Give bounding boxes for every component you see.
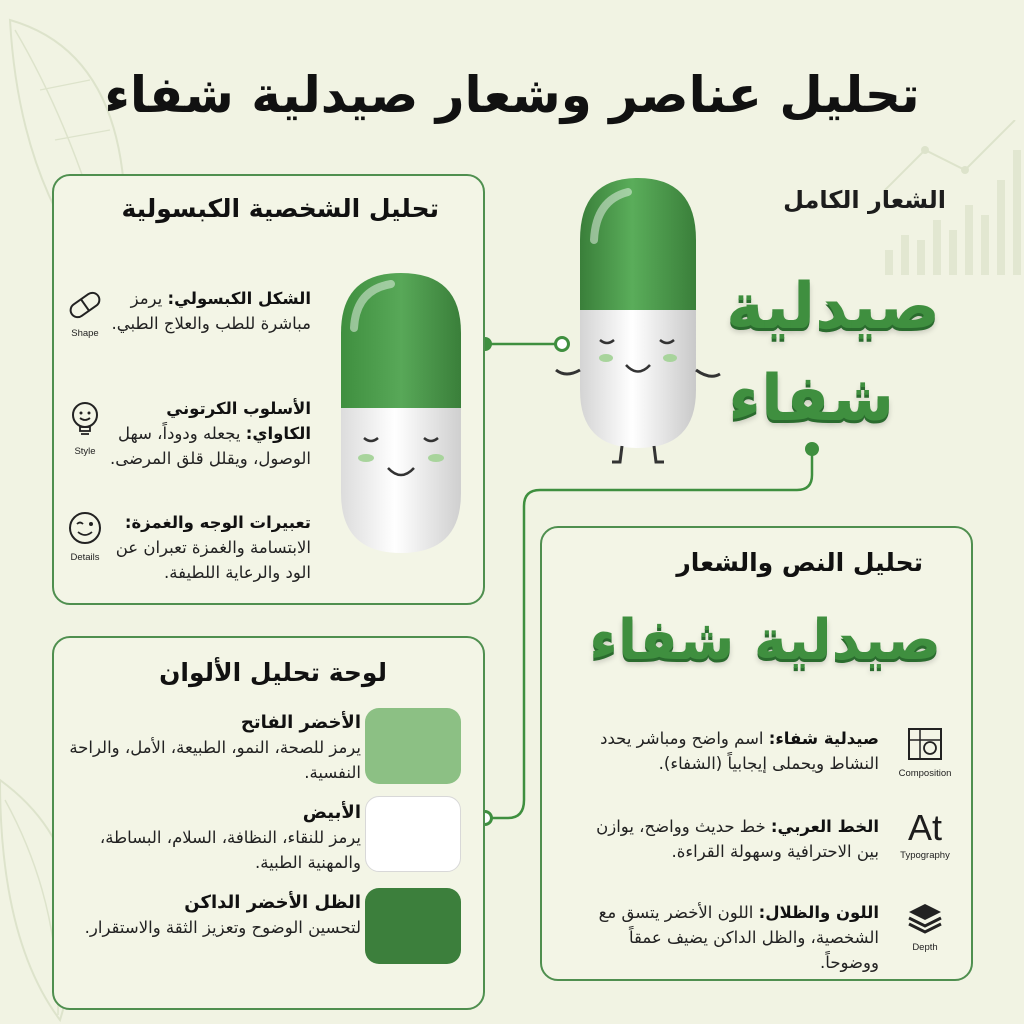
item-text: لتحسين الوضوح وتعزيز الثقة والاستقرار. — [84, 918, 361, 937]
main-capsule-mascot — [548, 170, 738, 470]
item-text: يرمز للنقاء، النظافة، السلام، البساطة، والمهنية الطبية. — [99, 828, 361, 872]
text-item-composition — [569, 726, 879, 776]
card-title: تحليل الشخصية الكبسولية — [121, 194, 439, 223]
text-item-typography — [569, 814, 879, 864]
icon-caption: Details — [70, 552, 100, 563]
typography-icon-box — [889, 808, 961, 861]
style-icon-box — [60, 400, 110, 457]
typography-icon: At — [907, 807, 942, 848]
capsule-item-shape — [111, 286, 311, 336]
item-text: اللون الأخضر يتسق مع الشخصية، والظل الداكن يضيف عمقاً ووضوحاً. — [598, 903, 879, 972]
item-heading: اللون والظلال: — [758, 903, 879, 922]
depth-icon-box — [889, 900, 961, 953]
icon-caption: Typography — [900, 850, 950, 861]
item-heading: الأسلوب الكرتوني الكاواي: — [166, 399, 311, 443]
layers-icon — [905, 900, 945, 936]
swatch-light-green — [365, 708, 461, 784]
lightbulb-face-icon — [68, 400, 102, 440]
item-text: خط حديث وواضح، يوازن بين الاحترافية وسهولة القراءة. — [596, 817, 879, 861]
item-heading: الخط العربي: — [770, 817, 879, 836]
item-text: الابتسامة والغمزة تعبران عن الود والرعاية اللطيفة. — [115, 538, 311, 582]
swatch-white — [365, 796, 461, 872]
capsule-mascot-illustration — [336, 268, 466, 558]
item-heading: الأخضر الفاتح — [240, 712, 361, 733]
color-item-dark-green — [61, 890, 361, 940]
logo-line-2: شفاء — [728, 362, 894, 436]
pill-icon — [65, 288, 105, 322]
swatch-dark-green — [365, 888, 461, 964]
color-palette-card — [52, 636, 485, 1010]
icon-caption: Composition — [898, 768, 952, 779]
capsule-item-style — [106, 396, 311, 471]
text-item-depth — [569, 900, 879, 975]
text-logo-analysis-card — [540, 526, 973, 981]
page-title: تحليل عناصر وشعار صيدلية شفاء — [104, 66, 920, 124]
logo-text-sample: صيدلية شفاء — [589, 608, 941, 673]
item-heading: الأبيض — [302, 802, 361, 823]
item-text: يرمز للصحة، النمو، الطبيعة، الأمل، والراحة النفسية. — [69, 738, 361, 782]
card-title: لوحة تحليل الألوان — [159, 658, 387, 687]
icon-caption: Shape — [71, 328, 99, 339]
item-heading: تعبيرات الوجه والغمزة: — [124, 513, 311, 532]
capsule-item-details — [106, 510, 311, 585]
winking-face-icon — [67, 510, 103, 546]
shape-icon-box — [60, 288, 110, 339]
full-logo-label: الشعار الكامل — [783, 186, 946, 214]
item-text: يجعله ودوداً، سهل الوصول، ويقلل قلق المرضى. — [110, 424, 311, 468]
item-text: يرمز مباشرة للطب والعلاج الطبي. — [111, 289, 311, 333]
logo-line-1: صيدلية — [726, 270, 940, 344]
icon-caption: Depth — [912, 942, 938, 953]
card-title: تحليل النص والشعار — [676, 548, 923, 577]
connector-dot — [805, 442, 819, 456]
icon-caption: Style — [74, 446, 96, 457]
item-heading: الظل الأخضر الداكن — [184, 892, 361, 913]
color-item-light-green — [61, 710, 361, 785]
item-text: اسم واضح ومباشر يحدد النشاط ويحملى إيجابياً (الشفاء). — [600, 729, 879, 773]
item-heading: صيدلية شفاء: — [768, 729, 879, 748]
composition-icon-box — [889, 726, 961, 779]
details-icon-box — [60, 510, 110, 563]
color-item-white — [61, 800, 361, 875]
capsule-analysis-card — [52, 174, 485, 605]
item-heading: الشكل الكبسولي: — [167, 289, 311, 308]
composition-icon — [905, 726, 945, 762]
